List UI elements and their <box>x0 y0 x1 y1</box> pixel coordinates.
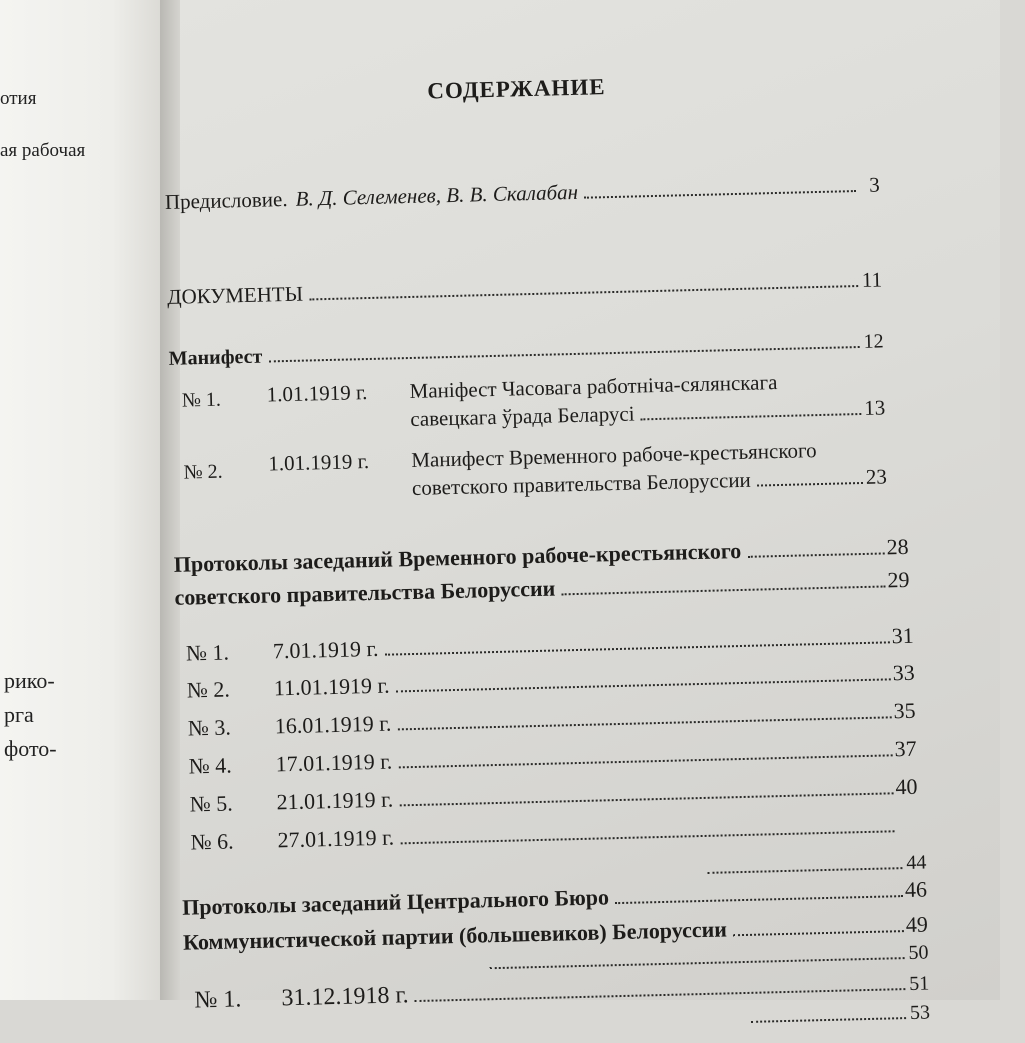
item-number: № 1. <box>185 639 230 666</box>
dot-leader <box>757 482 863 487</box>
page-number: 23 <box>865 464 888 489</box>
section-title-line1: Протоколы заседаний Временного рабоче-крестьянского <box>173 537 742 577</box>
left-page-fragment: рга <box>4 702 34 727</box>
page-number: 49 <box>905 911 929 938</box>
toc-entry-preface <box>165 172 880 214</box>
item-title-line2: савецкага ўрада Беларусі <box>410 401 635 432</box>
item-title-line1: Маніфест Часовага работніча-сялянскага <box>409 370 778 404</box>
documents-label: ДОКУМЕНТЫ <box>166 281 304 309</box>
protocol-item <box>189 774 917 818</box>
page-number: 12 <box>863 330 884 353</box>
dot-leader <box>415 988 906 1002</box>
page-number: 3 <box>868 172 881 197</box>
protocol-item <box>190 812 918 856</box>
page-number: 51 <box>908 972 930 995</box>
item-title-line1: Манифест Временного рабоче-крестьянского <box>411 438 817 472</box>
dot-leader <box>561 585 885 595</box>
table-of-contents <box>160 0 1024 1024</box>
item-number: № 2. <box>186 676 231 703</box>
item-date: 17.01.1919 г. <box>275 748 393 777</box>
dot-leader <box>309 285 858 300</box>
protocol-item <box>187 660 915 704</box>
item-number: № 2. <box>183 460 223 484</box>
page-number: 50 <box>908 941 929 964</box>
section-title-line2: советского правительства Белоруссии <box>174 575 556 610</box>
item-number: № 5. <box>189 790 233 817</box>
dot-leader <box>584 190 856 199</box>
page-number: 35 <box>893 697 916 724</box>
item-number: № 1. <box>194 986 242 1014</box>
dot-leader <box>396 678 891 692</box>
toc-entry-documents <box>167 267 882 309</box>
dot-leader <box>398 754 892 768</box>
section-title-line2: Коммунистической партии (большевиков) Белоруссии <box>182 916 728 955</box>
toc-entry-manifest <box>169 330 884 370</box>
dot-leader <box>490 957 905 969</box>
dot-leader <box>751 1017 906 1023</box>
right-page <box>164 0 1000 1024</box>
page-number: 29 <box>887 566 910 593</box>
left-page-fragment: отия <box>0 88 37 109</box>
page-number: 28 <box>886 533 909 560</box>
page-number: 13 <box>863 395 886 420</box>
page-number <box>897 832 919 833</box>
item-date: 16.01.1919 г. <box>274 710 392 739</box>
item-date: 1.01.1919 г. <box>266 380 368 407</box>
left-page-fragment: фото- <box>4 736 57 761</box>
dot-leader <box>707 867 902 874</box>
dot-leader <box>268 346 859 362</box>
dot-leader <box>399 792 893 806</box>
item-date: 31.12.1918 г. <box>281 982 409 1012</box>
left-page <box>0 0 160 1000</box>
protocol-item <box>187 698 915 742</box>
dot-leader <box>733 930 904 936</box>
item-title-line2: советского правительства Белоруссии <box>411 467 752 500</box>
item-date: 27.01.1919 г. <box>277 824 395 853</box>
dot-leader <box>400 830 894 844</box>
manifest-label: Манифест <box>168 345 263 370</box>
page-title: СОДЕРЖАНИЕ <box>426 74 606 104</box>
page-number: 37 <box>894 735 917 762</box>
item-number: № 6. <box>190 828 234 855</box>
page-number: 46 <box>904 876 928 903</box>
dot-leader <box>397 716 891 730</box>
dot-leader <box>747 552 884 557</box>
preface-authors: В. Д. Селеменев, В. В. Скалабан <box>295 179 579 211</box>
page-number: 53 <box>909 1001 931 1024</box>
protocol-item <box>186 623 914 667</box>
toc-leader-line <box>745 1001 931 1029</box>
item-number: № 4. <box>188 752 233 779</box>
left-page-fragment: рико- <box>4 668 55 693</box>
item-number: № 3. <box>187 714 232 741</box>
preface-label: Предисловие. <box>164 186 288 214</box>
page-number: 33 <box>892 659 915 686</box>
item-date: 21.01.1919 г. <box>276 786 394 815</box>
item-date: 7.01.1919 г. <box>272 635 379 664</box>
toc-leader-line <box>701 852 926 880</box>
dot-leader <box>641 413 862 420</box>
section-title-line1: Протоколы заседаний Центрального Бюро <box>181 884 610 920</box>
dot-leader <box>385 641 890 655</box>
item-number: № 1. <box>181 388 222 412</box>
left-page-fragment: ая рабочая <box>0 140 86 161</box>
page-number: 40 <box>895 773 918 800</box>
page-number: 44 <box>906 851 927 875</box>
page-number: 31 <box>891 622 915 649</box>
item-date: 1.01.1919 г. <box>268 449 370 476</box>
dot-leader <box>615 895 903 904</box>
item-date: 11.01.1919 г. <box>273 672 390 701</box>
protocol-item <box>188 736 916 780</box>
page-number: 11 <box>861 267 883 292</box>
